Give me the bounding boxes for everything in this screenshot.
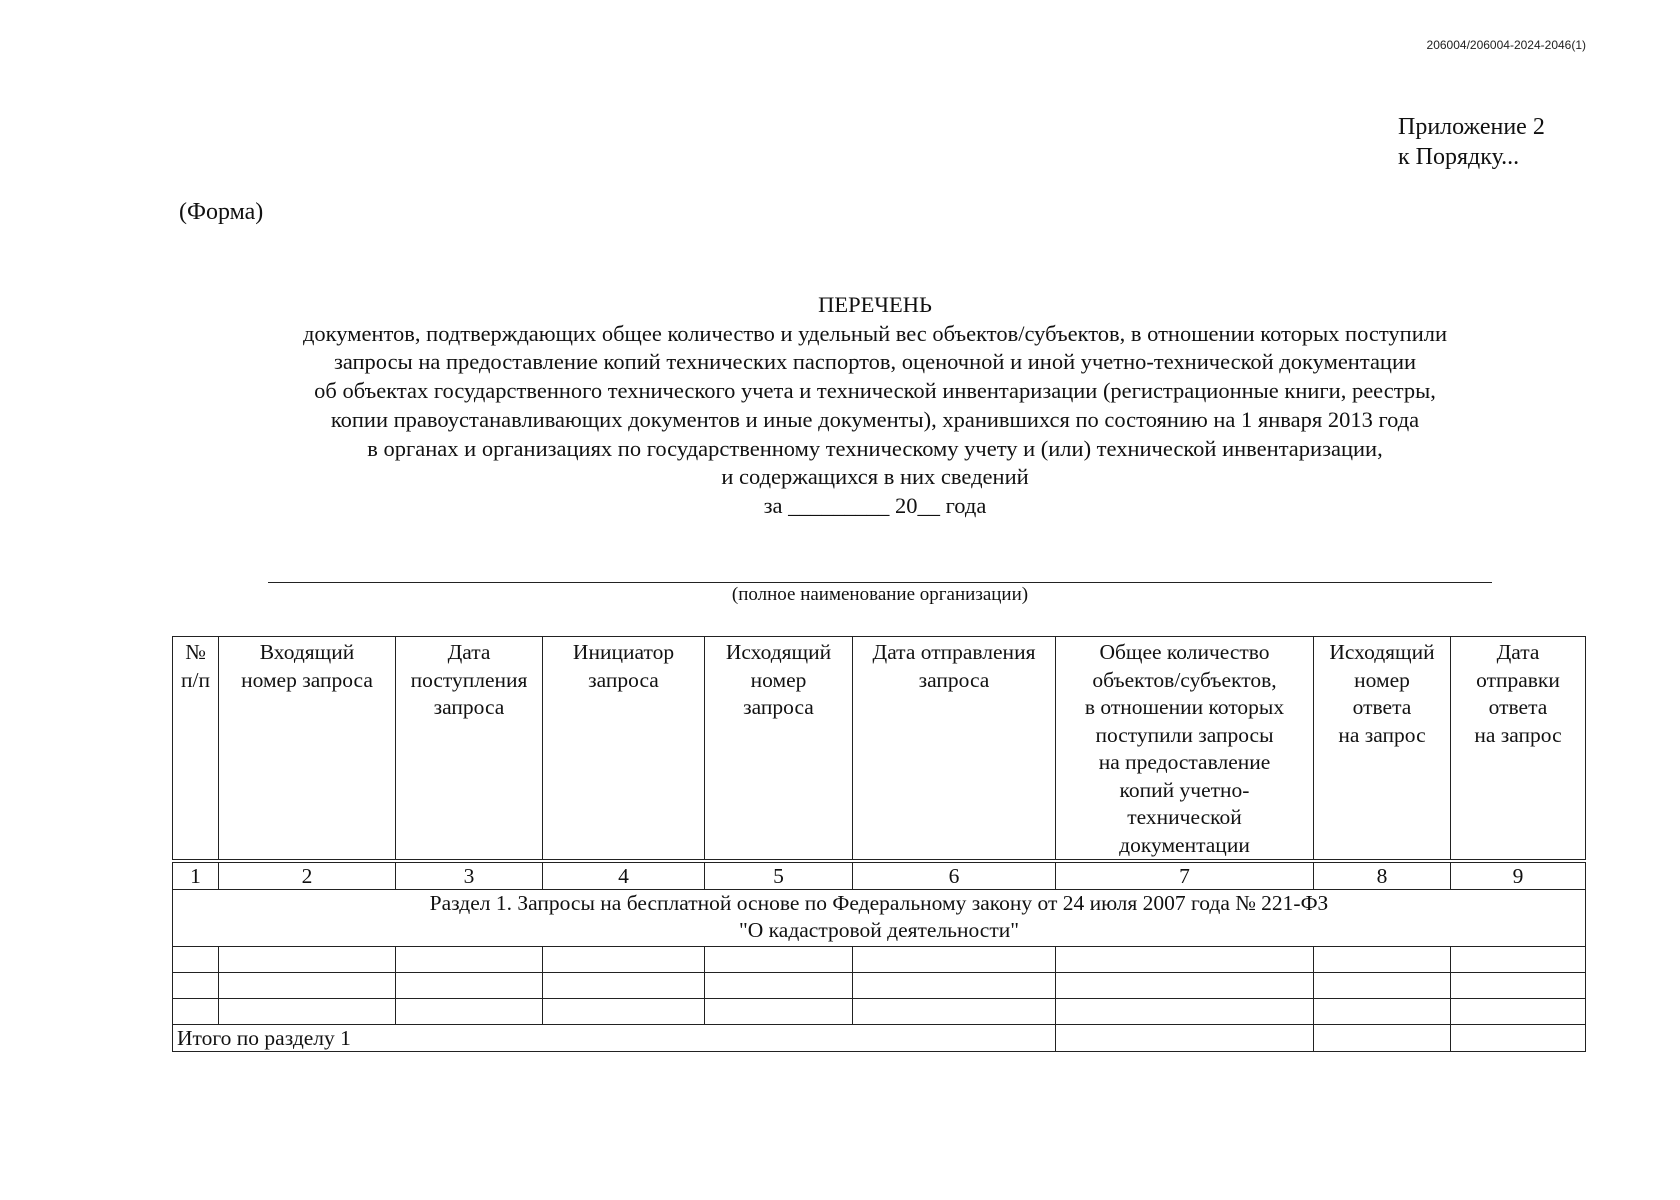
header-text-line: поступили запросы (1095, 722, 1274, 747)
header-text-line: запроса (743, 695, 814, 719)
header-response-date (1451, 637, 1586, 862)
table-cell-receipt-date (396, 947, 543, 973)
header-receipt-date (396, 637, 543, 862)
table-row (173, 947, 1586, 973)
table-cell-number (173, 947, 219, 973)
header-text-line: запроса (918, 667, 990, 692)
column-number: 3 (396, 861, 543, 890)
document-id: 206004/206004-2024-2046(1) (1426, 38, 1586, 52)
header-text-line: номер запроса (241, 667, 373, 692)
form-label: (Форма) (179, 199, 264, 225)
table-row (173, 973, 1586, 999)
table-cell-outgoing-response-number (1314, 973, 1451, 999)
header-text-line: поступления (410, 667, 528, 692)
table-cell-dispatch-date (853, 999, 1056, 1025)
column-number: 8 (1314, 861, 1451, 890)
header-text-line: Дата отправления (872, 640, 1036, 664)
table-cell-outgoing-response-number (1314, 947, 1451, 973)
section-total-label: Итого по разделу 1 (173, 1025, 1056, 1052)
heading-line-2: запросы на предоставление копий технических паспортов, оценочной и иной учетно-технической документации (333, 349, 1417, 375)
header-text-line: Дата (1496, 640, 1540, 664)
header-incoming-number (219, 637, 396, 862)
heading-line-1: документов, подтверждающих общее количество и удельный вес объектов/субъектов, в отношении которых поступили (302, 320, 1448, 346)
appendix-reference (1398, 112, 1545, 172)
header-text-line: запроса (433, 695, 505, 719)
header-text-line: № (185, 640, 206, 664)
table-cell-response-date (1451, 947, 1586, 973)
column-number: 4 (543, 861, 705, 890)
column-number-row (173, 861, 1586, 890)
requests-table (172, 636, 1586, 1052)
header-text-line: Инициатор (572, 640, 675, 664)
header-text-line: Входящий (259, 640, 355, 664)
header-text-line: ответа (1352, 695, 1412, 719)
table-cell-initiator (543, 973, 705, 999)
header-text-line: Исходящий (1329, 640, 1435, 664)
header-initiator (543, 637, 705, 862)
total-cell-outgoing-response-number (1314, 1025, 1451, 1052)
table-row (173, 999, 1586, 1025)
table-header-row (173, 637, 1586, 862)
table-cell-outgoing-response-number (1314, 999, 1451, 1025)
header-objects-count (1056, 637, 1314, 862)
table-cell-initiator (543, 999, 705, 1025)
header-text-line: на запрос (1474, 722, 1562, 747)
table-cell-number (173, 973, 219, 999)
header-text-line: документации (1119, 832, 1250, 857)
section-row (173, 890, 1586, 947)
column-number: 1 (173, 861, 219, 890)
header-text-line: копий учетно- (1119, 777, 1250, 802)
header-text-line: номер (750, 667, 807, 692)
header-text-line: Общее количество (1099, 640, 1270, 664)
header-text-line: на запрос (1338, 722, 1426, 747)
table-cell-objects-count (1056, 999, 1314, 1025)
total-cell-response-date (1451, 1025, 1586, 1052)
header-text-line: на предоставление (1098, 750, 1271, 774)
header-text-line: п/п (181, 667, 210, 692)
table-cell-response-date (1451, 973, 1586, 999)
header-text-line: технической (1127, 805, 1242, 829)
section-total-row (173, 1025, 1586, 1052)
table-cell-response-date (1451, 999, 1586, 1025)
table-cell-outgoing-request-number (705, 973, 853, 999)
table-cell-receipt-date (396, 999, 543, 1025)
header-number (173, 637, 219, 862)
table-cell-incoming-number (219, 973, 396, 999)
heading-line-5: в органах и организациях по государственному техническому учету и (или) технической инвентаризации, (367, 435, 1383, 461)
table-cell-outgoing-request-number (705, 947, 853, 973)
table-cell-dispatch-date (853, 947, 1056, 973)
column-number: 7 (1056, 861, 1314, 890)
column-number: 2 (219, 861, 396, 890)
appendix-line-2: к Порядку... (1398, 144, 1520, 170)
header-outgoing-request-number (705, 637, 853, 862)
table-cell-incoming-number (219, 999, 396, 1025)
header-outgoing-response-number (1314, 637, 1451, 862)
header-text-line: запроса (588, 667, 659, 692)
heading-line-3: об объектах государственного технического учета и технической инвентаризации (регистрационные книги, реестры, (314, 378, 1436, 404)
column-number: 5 (705, 861, 853, 890)
organization-name-caption: (полное наименование организации) (731, 584, 1029, 605)
header-dispatch-date (853, 637, 1056, 862)
section-title (173, 890, 1586, 947)
header-text-line: Дата (447, 640, 491, 664)
table-cell-outgoing-request-number (705, 999, 853, 1025)
header-text-line: ответа (1488, 695, 1548, 719)
table-cell-dispatch-date (853, 973, 1056, 999)
table-cell-objects-count (1056, 973, 1314, 999)
document-heading (150, 291, 1600, 521)
table-cell-initiator (543, 947, 705, 973)
heading-line-4: копии правоустанавливающих документов и иные документы), хранившихся по состоянию на 1 января 2013 года (330, 406, 1420, 432)
table-cell-number (173, 999, 219, 1025)
header-text-line: Исходящий (725, 640, 832, 664)
heading-title: ПЕРЕЧЕНЬ (818, 292, 932, 317)
header-text-line: в отношении которых (1084, 695, 1285, 719)
section-title-line: Раздел 1. Запросы на бесплатной основе по Федеральному закону от 24 июля 2007 года № 221-ФЗ (429, 891, 1329, 915)
header-text-line: отправки (1476, 667, 1560, 692)
heading-period: за _________ 20__ года (763, 492, 987, 518)
column-number: 9 (1451, 861, 1586, 890)
organization-name-line (268, 582, 1492, 583)
table-cell-receipt-date (396, 973, 543, 999)
column-number: 6 (853, 861, 1056, 890)
table-cell-incoming-number (219, 947, 396, 973)
appendix-line-1: Приложение 2 (1398, 114, 1545, 140)
header-text-line: объектов/субъектов, (1092, 667, 1277, 692)
heading-line-6: и содержащихся в них сведений (721, 464, 1029, 490)
table-cell-objects-count (1056, 947, 1314, 973)
header-text-line: номер (1354, 667, 1410, 692)
section-title-line: "О кадастровой деятельности" (738, 918, 1019, 942)
total-cell-objects-count (1056, 1025, 1314, 1052)
